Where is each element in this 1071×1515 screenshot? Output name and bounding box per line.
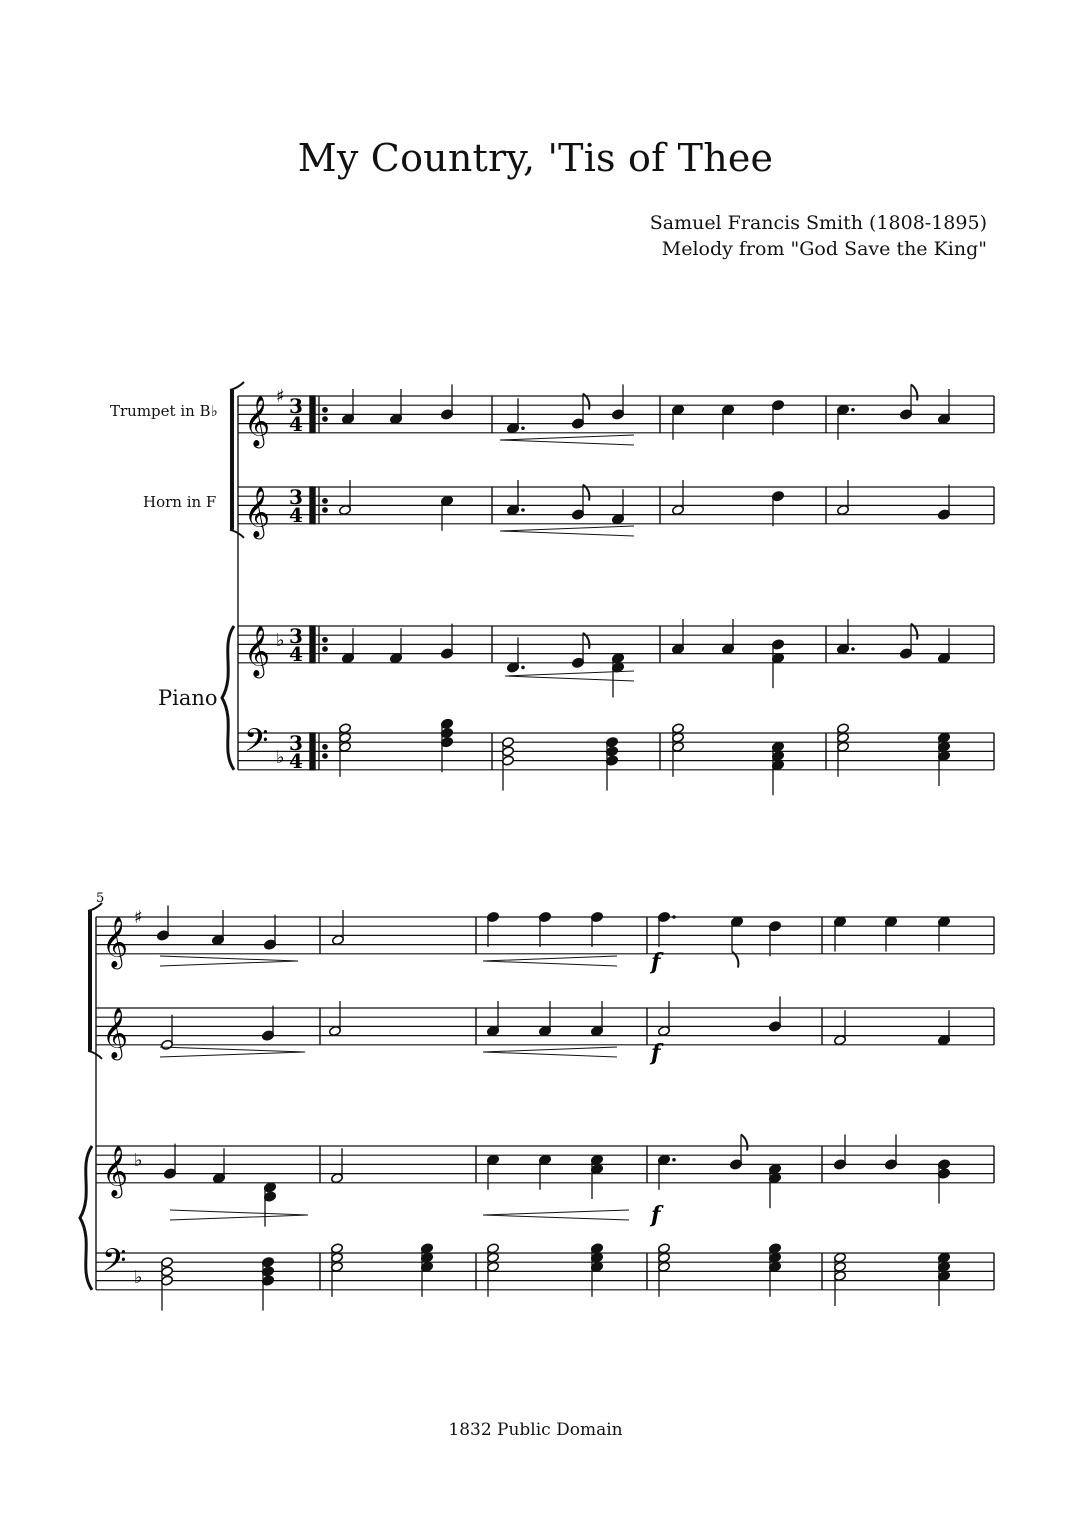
forte-marking: f — [651, 949, 661, 975]
treble-clef: 𝄞 — [102, 916, 129, 968]
repeat-thick-bar — [310, 396, 315, 433]
repeat-dot — [323, 408, 327, 412]
crescendo-hairpin — [483, 1047, 617, 1057]
bass-clef: 𝄢 — [102, 1241, 127, 1286]
augmentation-dot — [851, 408, 855, 412]
augmentation-dot — [521, 426, 525, 430]
key-flat: ♭ — [276, 630, 285, 651]
treble-clef: 𝄞 — [102, 1007, 129, 1059]
key-sharp: ♯ — [134, 907, 143, 928]
repeat-thick-bar — [310, 733, 315, 770]
treble-clef: 𝄞 — [244, 625, 271, 677]
piano-brace — [222, 626, 234, 770]
repeat-thick-bar — [310, 626, 315, 663]
clefs — [102, 386, 285, 1288]
time-sig-denominator: 4 — [289, 412, 303, 436]
crescendo-hairpin — [505, 671, 634, 681]
crescendo-hairpin — [500, 435, 634, 445]
repeat-dot — [323, 638, 327, 642]
forte-marking: f — [651, 1202, 661, 1228]
augmentation-dot — [672, 915, 676, 919]
repeat-dot — [323, 754, 327, 758]
treble-clef: 𝄞 — [244, 395, 271, 447]
treble-clef: 𝄞 — [244, 486, 271, 538]
piano-brace — [80, 1146, 92, 1290]
key-flat: ♭ — [276, 747, 285, 768]
time-sig-numerator: 3 — [289, 731, 303, 755]
key-flat: ♭ — [134, 1150, 143, 1171]
wind-bracket-hook — [230, 382, 244, 390]
crescendo-hairpin — [483, 956, 617, 966]
score-title: My Country, 'Tis of Thee — [297, 136, 774, 180]
repeat-dot — [323, 499, 327, 503]
forte-marking: f — [651, 1040, 661, 1066]
composer-name: Samuel Francis Smith (1808-1895) — [649, 212, 987, 234]
key-sharp: ♯ — [276, 386, 285, 407]
crescendo-hairpin — [500, 526, 634, 536]
diminuendo-hairpin — [160, 956, 298, 966]
repeat-dot — [323, 417, 327, 421]
note-flag — [741, 1134, 747, 1150]
instrument-name-horn: Horn in F — [143, 493, 217, 511]
time-sig-denominator: 4 — [289, 749, 303, 773]
augmentation-dot — [521, 666, 525, 670]
time-sig-numerator: 3 — [289, 394, 303, 418]
repeat-dot — [323, 745, 327, 749]
time-sig-denominator: 4 — [289, 642, 303, 666]
time-sig-numerator: 3 — [289, 624, 303, 648]
augmentation-dot — [851, 647, 855, 651]
wind-bracket-hook — [230, 530, 244, 538]
treble-clef: 𝄞 — [102, 1145, 129, 1197]
dynamics — [649, 949, 664, 1228]
instrument-name-trumpet: Trumpet in B♭ — [110, 402, 218, 420]
crescendo-hairpin — [483, 1210, 629, 1220]
time-sig-denominator: 4 — [289, 503, 303, 527]
repeat-dot — [323, 647, 327, 651]
time-sig-numerator: 3 — [289, 485, 303, 509]
augmentation-dot — [672, 1158, 676, 1162]
melody-credit: Melody from "God Save the King" — [661, 238, 987, 260]
augmentation-dot — [521, 508, 525, 512]
repeat-dot — [323, 508, 327, 512]
diminuendo-hairpin — [170, 1210, 308, 1220]
diminuendo-hairpin — [160, 1047, 305, 1057]
wind-bracket-hook — [88, 1051, 102, 1059]
repeat-thick-bar — [310, 487, 315, 524]
note-flag — [911, 384, 917, 400]
time-signatures — [289, 394, 303, 773]
key-flat: ♭ — [134, 1267, 143, 1288]
instrument-name-piano: Piano — [158, 686, 218, 710]
bass-clef: 𝄢 — [244, 721, 269, 766]
hairpins — [160, 435, 634, 1220]
copyright-notice: 1832 Public Domain — [448, 1420, 623, 1440]
measure-number: 5 — [96, 891, 105, 906]
